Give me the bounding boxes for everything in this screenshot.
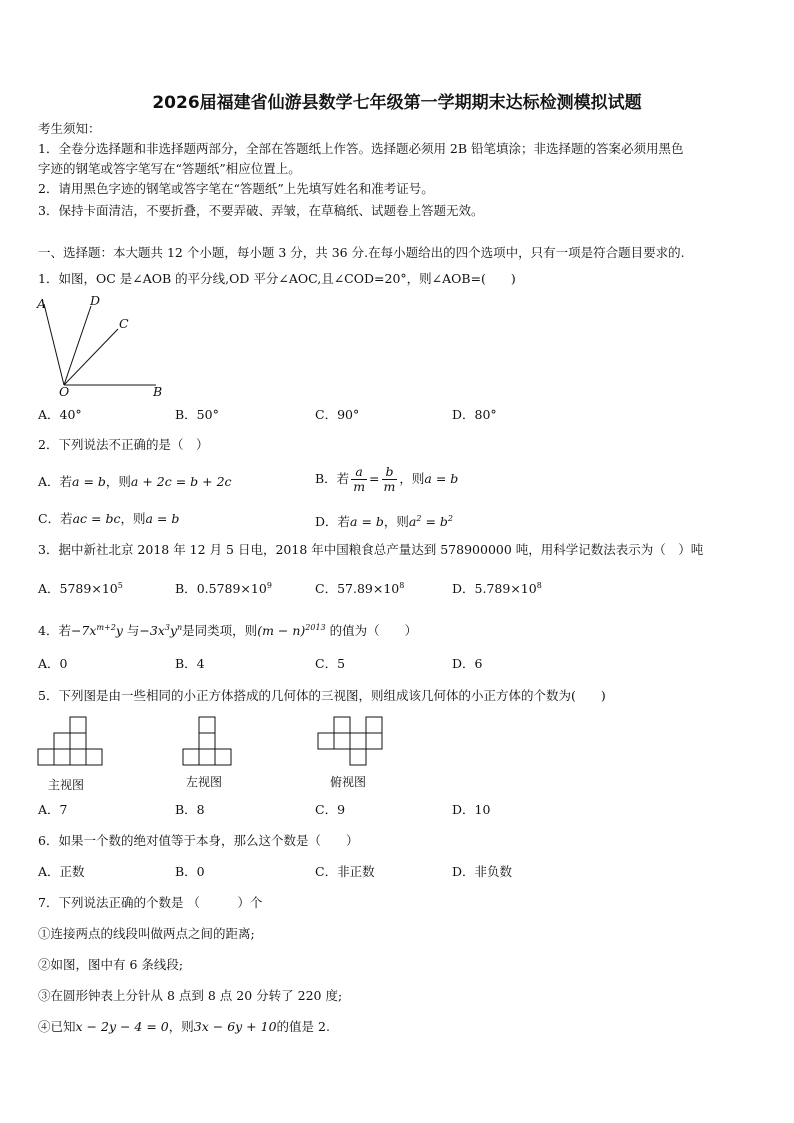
notice-item-1-cont: 字迹的钢笔或答字笔写在“答题纸”相应位置上。 [38, 161, 301, 176]
q4-stem [38, 620, 417, 639]
q4-and: 与 [122, 623, 140, 639]
q1-label-c: C [119, 316, 129, 331]
q2-c-conclusion: a = b [145, 511, 180, 526]
q1-angle-figure [36, 294, 171, 400]
q4-option-a[interactable]: A．0 [38, 656, 68, 671]
q2-d-exp-b: 2 [447, 514, 453, 523]
q3-option-c[interactable] [315, 578, 404, 597]
q2-a-then: ，则 [105, 474, 131, 489]
q3-b-exp: 9 [266, 581, 272, 590]
q3-a-exp: 5 [117, 581, 123, 590]
q5-option-b[interactable]: B．8 [175, 802, 205, 817]
q2-d-condition: a = b [350, 514, 384, 530]
q3-c-label: C． [315, 581, 338, 597]
q1-stem: 1．如图，OC 是∠AOB 的平分线,OD 平分∠AOC,且∠COD=20°，则∠AOB=( ) [38, 271, 516, 286]
q3-d-label: D． [452, 581, 475, 597]
q2-b-then: ，则 [399, 471, 425, 486]
notice-heading: 考生须知： [38, 121, 101, 136]
q4-term-2 [139, 623, 182, 638]
q4-prefix: 4．若 [38, 623, 71, 639]
top-view-figure [318, 716, 384, 766]
q2-b-fraction-1 [351, 465, 367, 494]
front-view-figure [38, 716, 104, 766]
q4-term-2-y: y [169, 623, 178, 639]
q2-option-b[interactable] [315, 465, 458, 494]
q1-option-b[interactable]: B．50° [175, 407, 219, 422]
q3-a-base: 5789×10 [59, 581, 118, 597]
q5-option-d[interactable]: D．10 [452, 802, 491, 817]
q3-option-b[interactable] [175, 578, 272, 597]
q7-statement-3: ③在圆形钟表上分针从 8 点到 8 点 20 分转了 220 度; [38, 988, 343, 1003]
q7-s4-equation: x − 2y − 4 = 0 [75, 1019, 169, 1034]
q4-option-c[interactable]: C．5 [315, 656, 346, 671]
q4-like-terms: 是同类项，则 [182, 623, 258, 639]
q4-option-b[interactable]: B．4 [175, 656, 205, 671]
q1-label-a: A [37, 296, 47, 311]
q2-b-den-1: m [353, 479, 366, 494]
notice-item-2: 2．请用黑色字迹的钢笔或答字笔在“答题纸”上先填写姓名和准考证号。 [38, 181, 434, 196]
q4-term-2-exp-x: 3 [164, 623, 170, 632]
q4-end: 的值为（ ） [325, 623, 418, 639]
q5-stem: 5．下列图是由一些相同的小正方体搭成的几何体的三视图，则组成该几何体的小正方体的个数为( ) [38, 688, 606, 703]
q7-s4-prefix: ④已知 [38, 1019, 76, 1034]
q2-d-then: ，则 [383, 514, 409, 530]
q3-option-a[interactable] [38, 578, 123, 597]
q2-option-c[interactable] [38, 511, 179, 527]
q2-a-conclusion: a + 2c = b + 2c [130, 474, 232, 489]
q7-s4-expression: 3x − 6y + 10 [193, 1019, 277, 1034]
q1-option-a[interactable]: A．40° [38, 407, 82, 422]
q6-stem: 6．如果一个数的绝对值等于本身，那么这个数是（ ） [38, 833, 359, 848]
q6-option-b[interactable]: B．0 [175, 864, 205, 879]
q4-expression-base: (m − n) [257, 623, 306, 639]
q1-option-c[interactable]: C．90° [315, 407, 360, 422]
q3-d-exp: 8 [536, 581, 542, 590]
q2-d-prefix: D．若 [315, 514, 351, 530]
q7-statement-4 [38, 1019, 330, 1035]
q2-d-conclusion [409, 514, 453, 529]
q2-a-prefix: A．若 [38, 474, 73, 489]
q4-expression-exp: 2013 [305, 623, 326, 632]
q2-b-fraction-2 [382, 465, 398, 494]
q4-term-2-base: −3x [139, 623, 165, 639]
notice-item-3: 3．保持卡面清洁，不要折叠，不要弄破、弄皱，在草稿纸、试题卷上答题无效。 [38, 203, 484, 218]
section-1-heading: 一、选择题：本大题共 12 个小题，每小题 3 分，共 36 分.在每小题给出的四个选项中，只有一项是符合题目要求的. [38, 245, 685, 260]
q3-b-base: 0.5789×10 [196, 581, 267, 597]
q2-stem: 2．下列说法不正确的是（ ） [38, 437, 209, 452]
q2-b-den-2: m [383, 479, 396, 494]
q2-d-exp-a: 2 [416, 514, 422, 523]
q4-expression [257, 623, 325, 638]
q4-option-d[interactable]: D．6 [452, 656, 483, 671]
left-view-figure [183, 716, 233, 766]
q4-term-1-base: −7x [70, 623, 97, 639]
q2-a-condition: a = b [72, 474, 106, 489]
left-view-caption: 左视图 [186, 775, 223, 789]
q1-label-o: O [59, 384, 70, 399]
q6-option-a[interactable]: A．正数 [38, 864, 85, 879]
q1-option-d[interactable]: D．80° [452, 407, 497, 422]
q1-label-b: B [153, 384, 163, 399]
q7-statement-1: ①连接两点的线段叫做两点之间的距离; [38, 926, 255, 941]
q6-option-d[interactable]: D．非负数 [452, 864, 513, 879]
q2-d-rest: = b [421, 514, 448, 530]
q2-d-base-a: a [408, 514, 417, 530]
q3-c-base: 57.89×10 [337, 581, 400, 597]
q3-stem: 3．据中新社北京 2018 年 12 月 5 日电，2018 年中国粮食总产量达到 578900000 吨，用科学记数法表示为（ ）吨 [38, 542, 704, 557]
q3-option-d[interactable] [452, 578, 542, 597]
q7-s4-suffix: 的值是 2. [276, 1019, 330, 1034]
notice-item-1: 1．全卷分选择题和非选择题两部分，全部在答题纸上作答。选择题必须用 2B 铅笔填涂；非选择题的答案必须用黑色 [38, 141, 684, 156]
q3-a-label: A． [38, 581, 60, 597]
q4-term-2-exp-y: n [177, 623, 183, 632]
q2-b-equals: = [369, 471, 380, 486]
front-view-caption: 主视图 [48, 778, 85, 792]
q2-b-num-1: a [351, 465, 367, 480]
q2-b-num-2: b [382, 465, 398, 480]
q7-s4-then: ，则 [168, 1019, 194, 1034]
q2-option-a[interactable] [38, 474, 232, 490]
q4-term-1 [71, 623, 123, 638]
q2-b-prefix: B．若 [315, 471, 350, 486]
q7-stem: 7．下列说法正确的个数是 （ ）个 [38, 895, 263, 910]
q7-statement-2: ②如图，图中有 6 条线段; [38, 957, 184, 972]
q3-c-exp: 8 [399, 581, 405, 590]
q1-label-d: D [90, 293, 101, 308]
q5-option-a[interactable]: A．7 [38, 802, 68, 817]
q4-term-1-y: y [115, 623, 123, 639]
q6-option-c[interactable]: C．非正数 [315, 864, 375, 879]
page-title: 2026届福建省仙游县数学七年级第一学期期末达标检测模拟试题 [152, 93, 642, 113]
q2-c-then: ，则 [120, 511, 146, 526]
q4-term-1-exp: m+2 [96, 623, 116, 632]
q2-b-conclusion: a = b [424, 471, 459, 486]
q2-c-condition: ac = bc [72, 511, 121, 526]
q3-d-base: 5.789×10 [474, 581, 537, 597]
q2-c-prefix: C．若 [38, 511, 73, 526]
top-view-caption: 俯视图 [330, 775, 367, 789]
q2-option-d[interactable] [315, 511, 453, 530]
q5-option-c[interactable]: C．9 [315, 802, 346, 817]
q3-b-label: B． [175, 581, 197, 597]
